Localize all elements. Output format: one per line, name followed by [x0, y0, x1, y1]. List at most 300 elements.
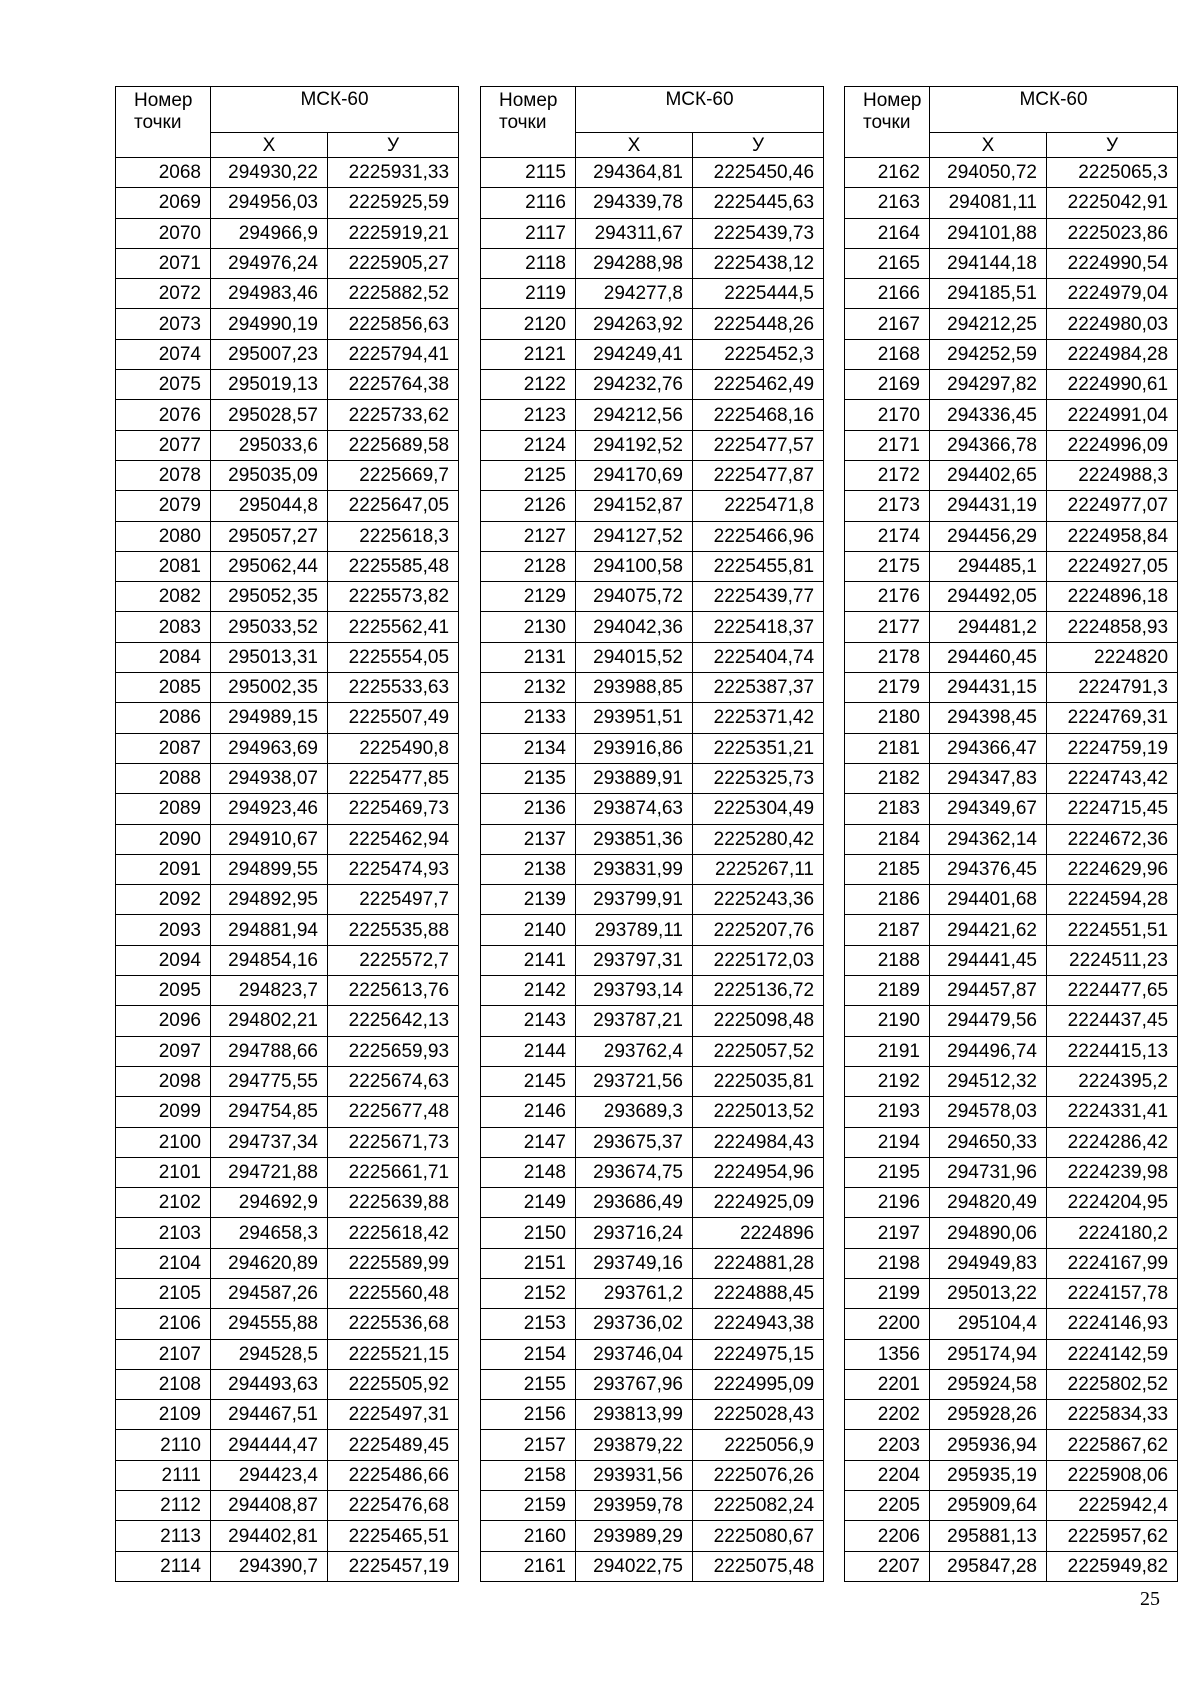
x-coordinate-cell: 295104,4: [930, 1309, 1047, 1339]
table-row: [845, 1188, 1178, 1218]
y-coordinate-cell: 2224984,28: [1047, 339, 1178, 369]
table-row: [116, 1460, 459, 1490]
y-coordinate-cell: 2225671,73: [328, 1127, 459, 1157]
x-column-header: Х: [576, 133, 693, 158]
x-coordinate-cell: 294923,46: [211, 794, 328, 824]
x-coordinate-cell: 295909,64: [930, 1491, 1047, 1521]
point-number-cell: 2119: [481, 279, 576, 309]
x-coordinate-cell: 294249,41: [576, 339, 693, 369]
table-row: [481, 1521, 824, 1551]
point-number-cell: 2093: [116, 915, 211, 945]
point-number-cell: 2178: [845, 642, 930, 672]
table-row: [116, 1066, 459, 1096]
x-coordinate-cell: 294339,78: [576, 188, 693, 218]
y-coordinate-cell: 2225882,52: [328, 279, 459, 309]
table-body: [116, 158, 459, 1582]
point-number-cell: 2140: [481, 915, 576, 945]
table-row: [845, 279, 1178, 309]
x-coordinate-cell: 294408,87: [211, 1491, 328, 1521]
x-coordinate-cell: 294467,51: [211, 1400, 328, 1430]
point-number-cell: 2183: [845, 794, 930, 824]
y-coordinate-cell: 2225618,3: [328, 521, 459, 551]
table-row: [116, 794, 459, 824]
table-row: [481, 460, 824, 490]
y-coordinate-cell: 2225867,62: [1047, 1430, 1178, 1460]
point-number-cell: 2190: [845, 1006, 930, 1036]
y-coordinate-cell: 2225689,58: [328, 430, 459, 460]
table-row: [845, 1309, 1178, 1339]
coordinate-system-header: МСК-60: [930, 87, 1178, 133]
x-coordinate-cell: 295028,57: [211, 400, 328, 430]
y-coordinate-cell: 2225057,52: [693, 1036, 824, 1066]
point-number-cell: 2205: [845, 1491, 930, 1521]
table-row: [116, 248, 459, 278]
point-number-cell: 2186: [845, 885, 930, 915]
table-row: [481, 885, 824, 915]
table-row: [845, 309, 1178, 339]
x-coordinate-cell: 294022,75: [576, 1551, 693, 1581]
table-row: [845, 673, 1178, 703]
x-coordinate-cell: 294890,06: [930, 1218, 1047, 1248]
x-coordinate-cell: 293879,22: [576, 1430, 693, 1460]
point-number-header: [845, 87, 930, 158]
x-coordinate-cell: 294444,47: [211, 1430, 328, 1460]
y-coordinate-cell: 2225267,11: [693, 854, 824, 884]
x-coordinate-cell: 293749,16: [576, 1248, 693, 1278]
table-row: [481, 703, 824, 733]
y-coordinate-cell: 2225489,45: [328, 1430, 459, 1460]
table-row: [481, 1066, 824, 1096]
point-number-cell: 2198: [845, 1248, 930, 1278]
point-number-cell: 2202: [845, 1400, 930, 1430]
coordinate-system-header: МСК-60: [576, 87, 824, 133]
y-coordinate-cell: 2225076,26: [693, 1460, 824, 1490]
x-coordinate-cell: 294650,33: [930, 1127, 1047, 1157]
point-number-cell: 2159: [481, 1491, 576, 1521]
y-coordinate-cell: 2225521,15: [328, 1339, 459, 1369]
y-coordinate-cell: 2225468,16: [693, 400, 824, 430]
y-coordinate-cell: 2225490,8: [328, 733, 459, 763]
y-coordinate-cell: 2225455,81: [693, 551, 824, 581]
x-coordinate-cell: 295035,09: [211, 460, 328, 490]
y-coordinate-cell: 2224551,51: [1047, 915, 1178, 945]
table-row: [481, 763, 824, 793]
y-coordinate-cell: 2225764,38: [328, 370, 459, 400]
y-coordinate-cell: 2225243,36: [693, 885, 824, 915]
y-coordinate-cell: 2224395,2: [1047, 1066, 1178, 1096]
point-number-cell: 2181: [845, 733, 930, 763]
table-row: [481, 1036, 824, 1066]
y-coordinate-cell: 2225371,42: [693, 703, 824, 733]
point-number-cell: 2166: [845, 279, 930, 309]
y-coordinate-cell: 2224157,78: [1047, 1278, 1178, 1308]
y-coordinate-cell: 2224743,42: [1047, 763, 1178, 793]
y-coordinate-cell: 2224858,93: [1047, 612, 1178, 642]
table-row: [481, 854, 824, 884]
x-coordinate-cell: 295033,52: [211, 612, 328, 642]
point-number-cell: 2115: [481, 158, 576, 188]
table-row: [845, 1460, 1178, 1490]
point-number-cell: 2182: [845, 763, 930, 793]
point-number-cell: 2110: [116, 1430, 211, 1460]
y-coordinate-cell: 2225172,03: [693, 945, 824, 975]
x-coordinate-cell: 294802,21: [211, 1006, 328, 1036]
x-coordinate-cell: 295013,31: [211, 642, 328, 672]
table-row: [845, 945, 1178, 975]
point-number-cell: 2168: [845, 339, 930, 369]
table-row: [845, 1006, 1178, 1036]
table-row: [116, 824, 459, 854]
y-coordinate-cell: 2225035,81: [693, 1066, 824, 1096]
x-coordinate-cell: 294658,3: [211, 1218, 328, 1248]
point-number-cell: 2204: [845, 1460, 930, 1490]
point-number-cell: 2113: [116, 1521, 211, 1551]
y-coordinate-cell: 2225452,3: [693, 339, 824, 369]
point-number-cell: 2158: [481, 1460, 576, 1490]
point-number-cell: 2203: [845, 1430, 930, 1460]
x-coordinate-cell: 293789,11: [576, 915, 693, 945]
table-row: [116, 1248, 459, 1278]
table-row: [845, 339, 1178, 369]
table-row: [116, 885, 459, 915]
y-coordinate-cell: 2224672,36: [1047, 824, 1178, 854]
point-number-cell: 2116: [481, 188, 576, 218]
table-row: [481, 733, 824, 763]
x-coordinate-cell: 294620,89: [211, 1248, 328, 1278]
y-coordinate-cell: 2225023,86: [1047, 218, 1178, 248]
point-number-cell: 2180: [845, 703, 930, 733]
x-coordinate-cell: 294232,76: [576, 370, 693, 400]
x-coordinate-cell: 294949,83: [930, 1248, 1047, 1278]
y-coordinate-cell: 2224715,45: [1047, 794, 1178, 824]
table-row: [116, 945, 459, 975]
table-row: [116, 158, 459, 188]
point-number-cell: 2126: [481, 491, 576, 521]
x-coordinate-cell: 293851,36: [576, 824, 693, 854]
table-row: [116, 1309, 459, 1339]
y-coordinate-cell: 2225477,85: [328, 763, 459, 793]
y-coordinate-cell: 2224759,19: [1047, 733, 1178, 763]
y-coordinate-cell: 2224477,65: [1047, 976, 1178, 1006]
x-coordinate-cell: 294938,07: [211, 763, 328, 793]
y-coordinate-cell: 2225404,74: [693, 642, 824, 672]
table-row: [481, 1006, 824, 1036]
y-coordinate-cell: 2225669,7: [328, 460, 459, 490]
x-coordinate-cell: 294481,2: [930, 612, 1047, 642]
point-number-cell: 2162: [845, 158, 930, 188]
point-number-cell: 2108: [116, 1369, 211, 1399]
table-row: [845, 1430, 1178, 1460]
y-coordinate-cell: 2224415,13: [1047, 1036, 1178, 1066]
y-coordinate-cell: 2225476,68: [328, 1491, 459, 1521]
x-coordinate-cell: 294910,67: [211, 824, 328, 854]
y-coordinate-cell: 2224943,38: [693, 1309, 824, 1339]
x-coordinate-cell: 295057,27: [211, 521, 328, 551]
x-coordinate-cell: 293959,78: [576, 1491, 693, 1521]
point-number-cell: 2200: [845, 1309, 930, 1339]
point-number-cell: 2082: [116, 582, 211, 612]
y-coordinate-cell: 2225677,48: [328, 1097, 459, 1127]
point-number-cell: 2161: [481, 1551, 576, 1581]
point-number-cell: 2072: [116, 279, 211, 309]
table-row: [481, 1551, 824, 1581]
point-number-cell: 2112: [116, 1491, 211, 1521]
table-row: [116, 582, 459, 612]
y-coordinate-cell: 2225013,52: [693, 1097, 824, 1127]
y-column-header: У: [693, 133, 824, 158]
point-number-header-line2: точки: [134, 112, 182, 133]
point-number-cell: 2151: [481, 1248, 576, 1278]
x-coordinate-cell: 294050,72: [930, 158, 1047, 188]
x-coordinate-cell: 294692,9: [211, 1188, 328, 1218]
table-row: [845, 1066, 1178, 1096]
x-coordinate-cell: 294820,49: [930, 1188, 1047, 1218]
table-row: [481, 1309, 824, 1339]
y-coordinate-cell: 2224167,99: [1047, 1248, 1178, 1278]
point-number-cell: 2169: [845, 370, 930, 400]
point-number-cell: 2085: [116, 673, 211, 703]
point-number-cell: 2141: [481, 945, 576, 975]
x-coordinate-cell: 293813,99: [576, 1400, 693, 1430]
x-coordinate-cell: 295062,44: [211, 551, 328, 581]
y-coordinate-cell: 2225613,76: [328, 976, 459, 1006]
y-coordinate-cell: 2225207,76: [693, 915, 824, 945]
y-coordinate-cell: 2225585,48: [328, 551, 459, 581]
y-coordinate-cell: 2225507,49: [328, 703, 459, 733]
point-number-cell: 2142: [481, 976, 576, 1006]
y-coordinate-cell: 2225486,66: [328, 1460, 459, 1490]
y-coordinate-cell: 2225065,3: [1047, 158, 1178, 188]
point-number-cell: 2107: [116, 1339, 211, 1369]
x-coordinate-cell: 293767,96: [576, 1369, 693, 1399]
table-row: [845, 551, 1178, 581]
table-row: [116, 612, 459, 642]
x-coordinate-cell: 294336,45: [930, 400, 1047, 430]
x-coordinate-cell: 294042,36: [576, 612, 693, 642]
point-number-cell: 2103: [116, 1218, 211, 1248]
y-coordinate-cell: 2225572,7: [328, 945, 459, 975]
table-row: [845, 1036, 1178, 1066]
point-number-cell: 2160: [481, 1521, 576, 1551]
table-row: [481, 976, 824, 1006]
x-coordinate-cell: 294376,45: [930, 854, 1047, 884]
table-row: [845, 1248, 1178, 1278]
y-coordinate-cell: 2225957,62: [1047, 1521, 1178, 1551]
y-coordinate-cell: 2225949,82: [1047, 1551, 1178, 1581]
table-row: [481, 582, 824, 612]
point-number-header-line1: Номер: [134, 90, 193, 111]
x-coordinate-cell: 293874,63: [576, 794, 693, 824]
x-coordinate-cell: 294364,81: [576, 158, 693, 188]
table-row: [116, 460, 459, 490]
x-coordinate-cell: 294731,96: [930, 1157, 1047, 1187]
y-coordinate-cell: 2225659,93: [328, 1036, 459, 1066]
table-row: [481, 1430, 824, 1460]
x-coordinate-cell: 294441,45: [930, 945, 1047, 975]
table-row: [481, 1218, 824, 1248]
x-coordinate-cell: 295924,58: [930, 1369, 1047, 1399]
y-coordinate-cell: 2225439,73: [693, 218, 824, 248]
table-row: [481, 642, 824, 672]
x-coordinate-cell: 294485,1: [930, 551, 1047, 581]
y-coordinate-cell: 2225445,63: [693, 188, 824, 218]
point-number-cell: 2201: [845, 1369, 930, 1399]
x-coordinate-cell: 294963,69: [211, 733, 328, 763]
table-row: [116, 400, 459, 430]
point-number-cell: 2118: [481, 248, 576, 278]
point-number-cell: 2100: [116, 1127, 211, 1157]
y-coordinate-cell: 2225905,27: [328, 248, 459, 278]
table-row: [481, 915, 824, 945]
x-coordinate-cell: 294212,56: [576, 400, 693, 430]
x-coordinate-cell: 295936,94: [930, 1430, 1047, 1460]
point-number-cell: 2074: [116, 339, 211, 369]
table-body: [481, 158, 824, 1582]
x-coordinate-cell: 293721,56: [576, 1066, 693, 1096]
x-coordinate-cell: 294892,95: [211, 885, 328, 915]
table-row: [116, 1006, 459, 1036]
table-row: [481, 1278, 824, 1308]
table-row: [116, 1521, 459, 1551]
point-number-cell: 2130: [481, 612, 576, 642]
table-row: [845, 1339, 1178, 1369]
x-coordinate-cell: 293797,31: [576, 945, 693, 975]
table-row: [116, 1036, 459, 1066]
x-coordinate-cell: 293916,86: [576, 733, 693, 763]
y-coordinate-cell: 2225497,7: [328, 885, 459, 915]
y-coordinate-cell: 2225497,31: [328, 1400, 459, 1430]
y-coordinate-cell: 2225325,73: [693, 763, 824, 793]
table-row: [845, 1369, 1178, 1399]
table-row: [845, 763, 1178, 793]
y-coordinate-cell: 2225042,91: [1047, 188, 1178, 218]
y-coordinate-cell: 2225448,26: [693, 309, 824, 339]
y-coordinate-cell: 2225856,63: [328, 309, 459, 339]
y-coordinate-cell: 2225674,63: [328, 1066, 459, 1096]
x-coordinate-cell: 294737,34: [211, 1127, 328, 1157]
point-number-cell: 2134: [481, 733, 576, 763]
y-coordinate-cell: 2224991,04: [1047, 400, 1178, 430]
y-coordinate-cell: 2225457,19: [328, 1551, 459, 1581]
x-coordinate-cell: 293736,02: [576, 1309, 693, 1339]
point-number-cell: 2068: [116, 158, 211, 188]
y-coordinate-cell: 2225462,49: [693, 370, 824, 400]
table-row: [481, 279, 824, 309]
x-coordinate-cell: 294956,03: [211, 188, 328, 218]
x-coordinate-cell: 295935,19: [930, 1460, 1047, 1490]
point-number-cell: 2101: [116, 1157, 211, 1187]
table-row: [116, 1157, 459, 1187]
x-coordinate-cell: 293799,91: [576, 885, 693, 915]
point-number-header: [116, 87, 211, 158]
point-number-cell: 2149: [481, 1188, 576, 1218]
x-coordinate-cell: 294152,87: [576, 491, 693, 521]
x-coordinate-cell: 294144,18: [930, 248, 1047, 278]
y-coordinate-cell: 2225465,51: [328, 1521, 459, 1551]
x-coordinate-cell: 293989,29: [576, 1521, 693, 1551]
point-number-cell: 2172: [845, 460, 930, 490]
table-row: [845, 642, 1178, 672]
point-number-cell: 2171: [845, 430, 930, 460]
x-coordinate-cell: 294976,24: [211, 248, 328, 278]
point-number-cell: 2179: [845, 673, 930, 703]
point-number-cell: 2146: [481, 1097, 576, 1127]
point-number-cell: 2174: [845, 521, 930, 551]
table-row: [845, 703, 1178, 733]
point-number-cell: 2129: [481, 582, 576, 612]
y-coordinate-cell: 2225573,82: [328, 582, 459, 612]
x-coordinate-cell: 294297,82: [930, 370, 1047, 400]
point-number-cell: 2176: [845, 582, 930, 612]
x-coordinate-cell: 294366,47: [930, 733, 1047, 763]
x-coordinate-cell: 294366,78: [930, 430, 1047, 460]
point-number-cell: 2150: [481, 1218, 576, 1248]
table-row: [481, 370, 824, 400]
x-coordinate-cell: 295174,94: [930, 1339, 1047, 1369]
table-row: [481, 1157, 824, 1187]
point-number-cell: 2196: [845, 1188, 930, 1218]
x-coordinate-cell: 294185,51: [930, 279, 1047, 309]
y-coordinate-cell: 2224769,31: [1047, 703, 1178, 733]
x-coordinate-cell: 294930,22: [211, 158, 328, 188]
y-coordinate-cell: 2225505,92: [328, 1369, 459, 1399]
x-coordinate-cell: 294456,29: [930, 521, 1047, 551]
point-number-header-line1: Номер: [863, 90, 922, 111]
point-number-cell: 2191: [845, 1036, 930, 1066]
table-row: [845, 218, 1178, 248]
y-coordinate-cell: 2224977,07: [1047, 491, 1178, 521]
point-number-cell: 2143: [481, 1006, 576, 1036]
y-coordinate-cell: 2225075,48: [693, 1551, 824, 1581]
table-row: [116, 188, 459, 218]
table-row: [481, 824, 824, 854]
table-row: [481, 1127, 824, 1157]
x-coordinate-cell: 294990,19: [211, 309, 328, 339]
y-coordinate-cell: 2225098,48: [693, 1006, 824, 1036]
x-coordinate-cell: 293746,04: [576, 1339, 693, 1369]
table-row: [845, 885, 1178, 915]
x-coordinate-cell: 295928,26: [930, 1400, 1047, 1430]
y-coordinate-cell: 2225794,41: [328, 339, 459, 369]
point-number-cell: 2099: [116, 1097, 211, 1127]
point-number-header-line2: точки: [863, 112, 911, 133]
table-row: [845, 1491, 1178, 1521]
x-coordinate-cell: 293931,56: [576, 1460, 693, 1490]
table-row: [481, 491, 824, 521]
y-coordinate-cell: 2225925,59: [328, 188, 459, 218]
y-coordinate-cell: 2225647,05: [328, 491, 459, 521]
y-coordinate-cell: 2224146,93: [1047, 1309, 1178, 1339]
x-coordinate-cell: 293674,75: [576, 1157, 693, 1187]
y-coordinate-cell: 2225466,96: [693, 521, 824, 551]
x-coordinate-cell: 294192,52: [576, 430, 693, 460]
x-column-header: Х: [930, 133, 1047, 158]
table-row: [116, 279, 459, 309]
y-coordinate-cell: 2224958,84: [1047, 521, 1178, 551]
y-coordinate-cell: 2224629,96: [1047, 854, 1178, 884]
point-number-cell: 2173: [845, 491, 930, 521]
point-number-cell: 2132: [481, 673, 576, 703]
table-row: [845, 1278, 1178, 1308]
table-row: [481, 1188, 824, 1218]
point-number-cell: 2194: [845, 1127, 930, 1157]
table-row: [481, 521, 824, 551]
y-coordinate-cell: 2224331,41: [1047, 1097, 1178, 1127]
point-number-cell: 2153: [481, 1309, 576, 1339]
point-number-cell: 2184: [845, 824, 930, 854]
point-number-cell: 2109: [116, 1400, 211, 1430]
table-row: [116, 1430, 459, 1460]
